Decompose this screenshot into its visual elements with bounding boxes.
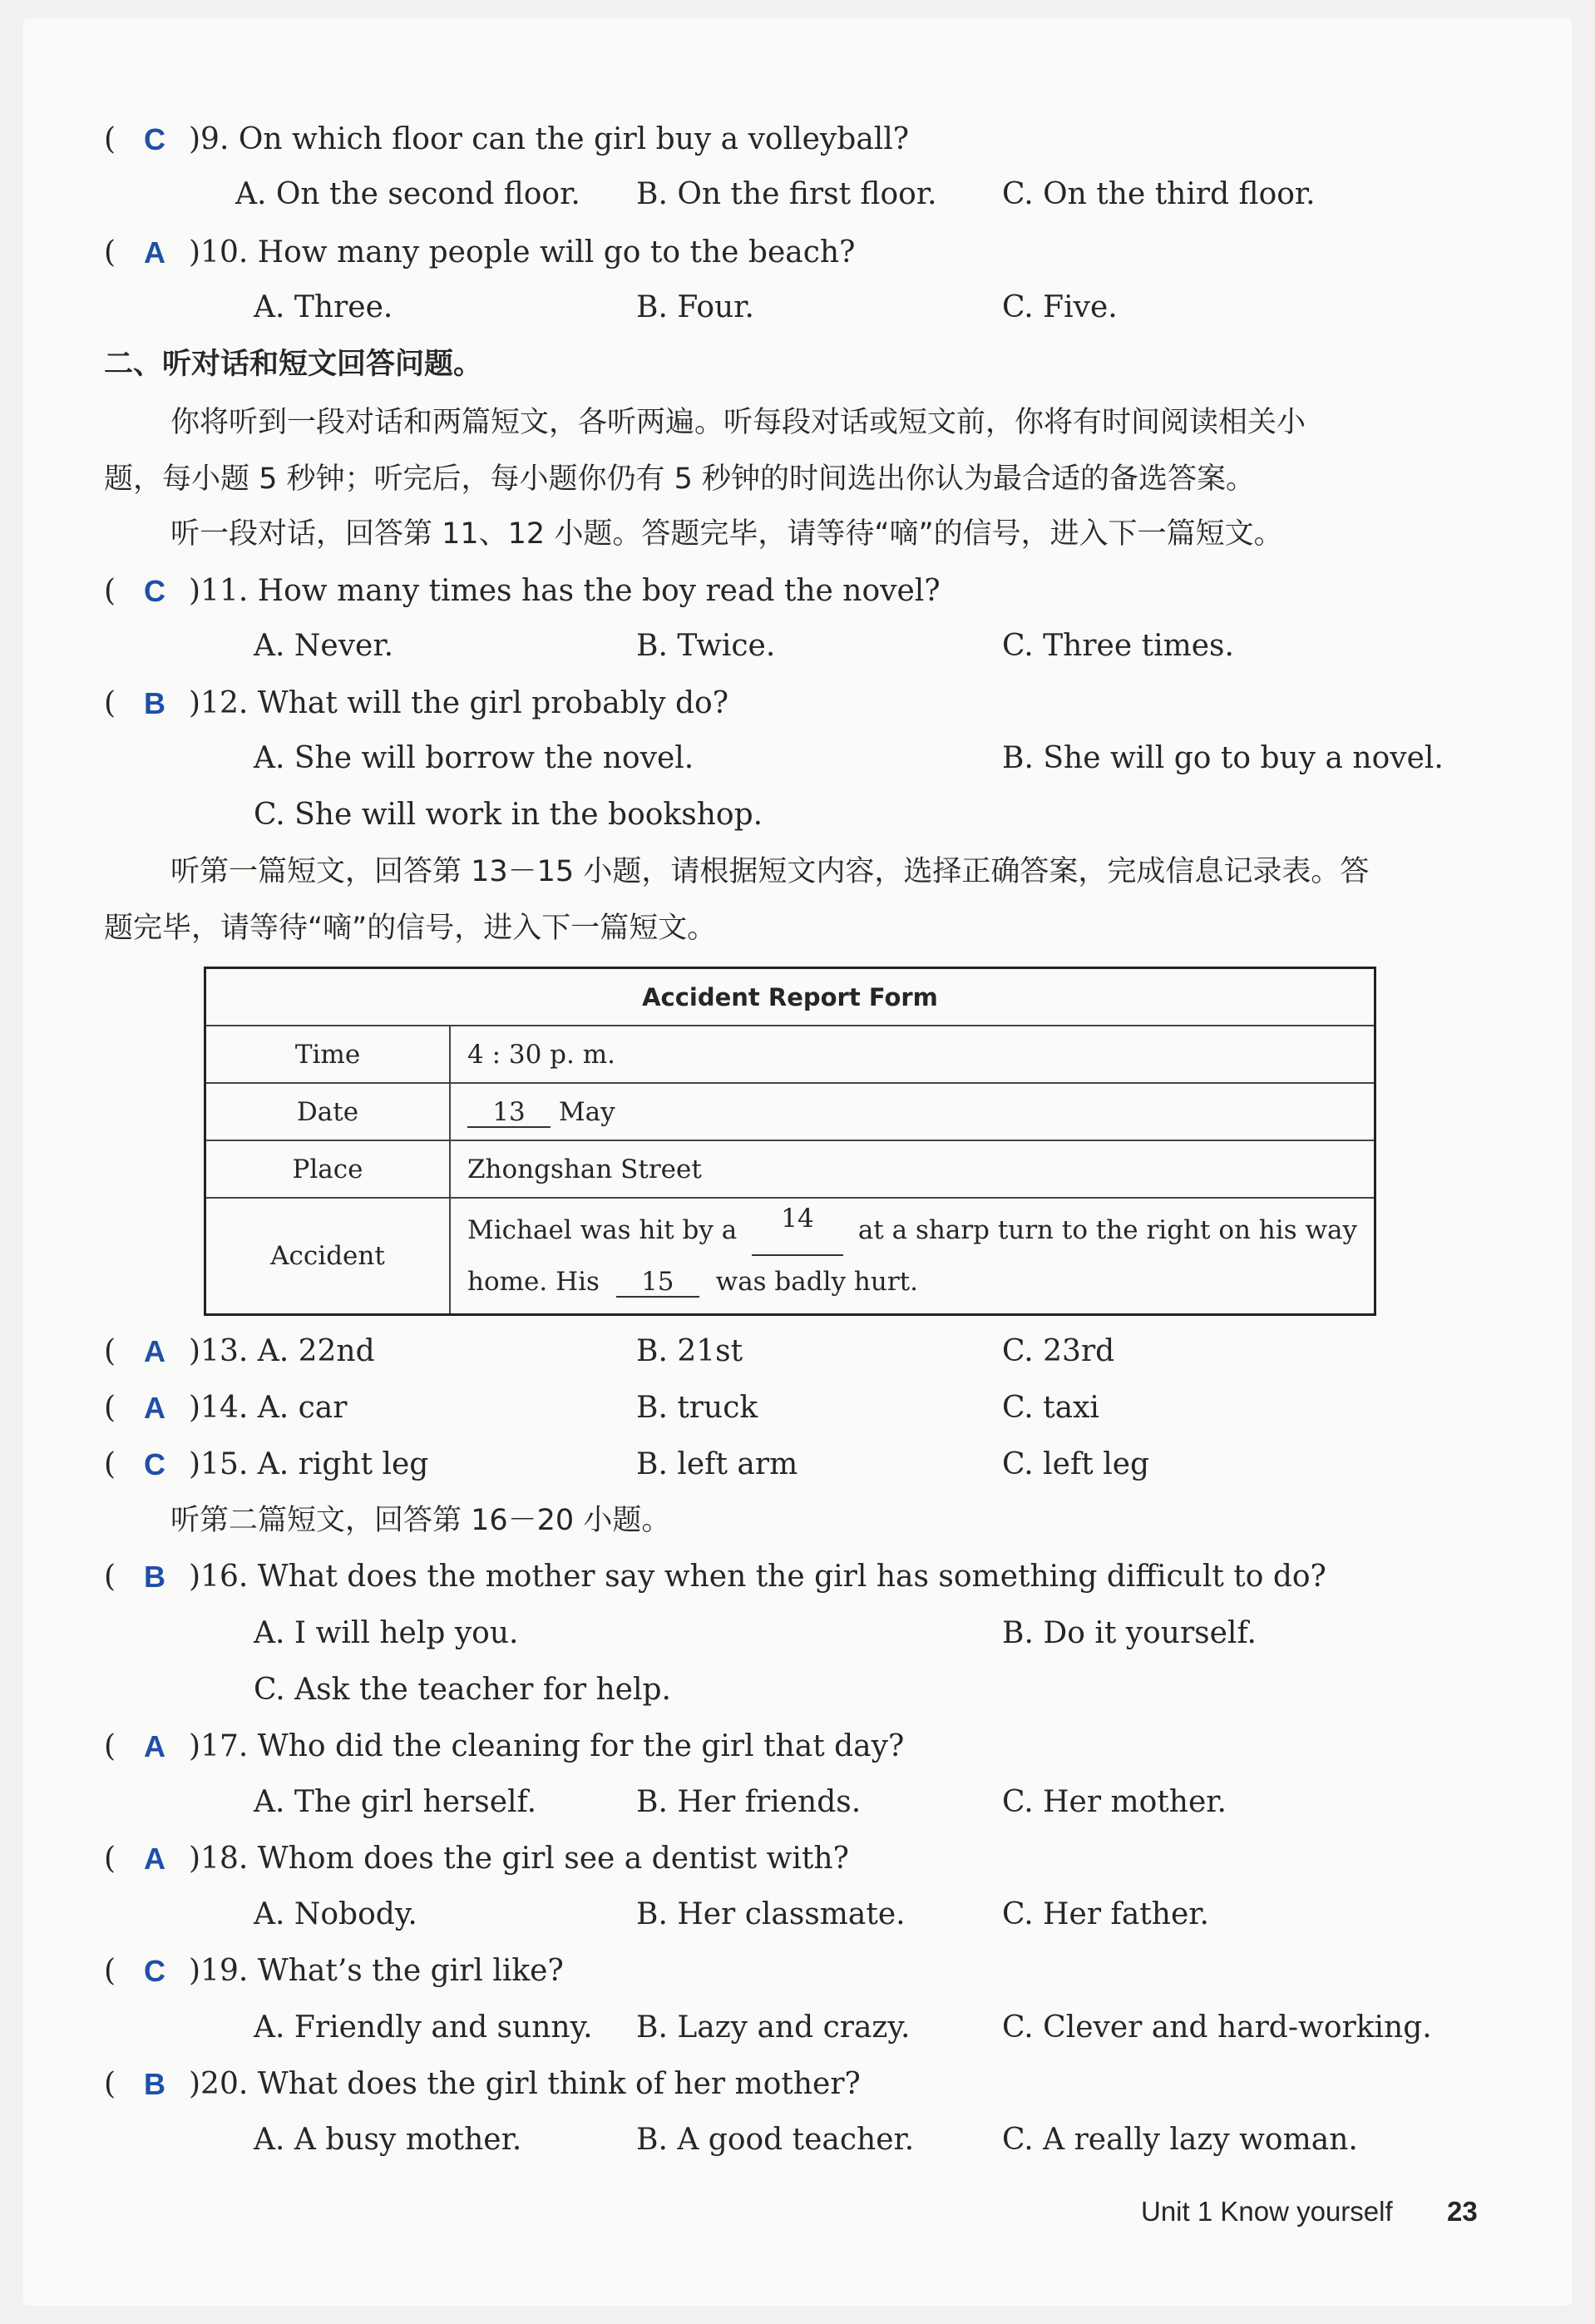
option-a: A. Nobody. bbox=[254, 1897, 417, 1931]
paren: ( bbox=[104, 1334, 116, 1368]
question-text: )17. Who did the cleaning for the girl that day? bbox=[189, 1729, 905, 1763]
accident-text: Michael was hit by a bbox=[467, 1215, 738, 1245]
blank-14: 14 bbox=[752, 1204, 843, 1256]
answer-mark: A bbox=[144, 1842, 165, 1876]
option-a: A. Never. bbox=[254, 629, 394, 663]
option-b: B. Her classmate. bbox=[636, 1897, 906, 1931]
table-row bbox=[205, 1198, 1375, 1315]
answer-mark: A bbox=[144, 1729, 165, 1763]
option-b: B. Twice. bbox=[636, 629, 776, 663]
question-text: )14. A. car bbox=[189, 1391, 348, 1425]
accident-text: was badly hurt. bbox=[715, 1267, 918, 1297]
option-a: A. On the second floor. bbox=[235, 177, 580, 211]
answer-mark: B bbox=[144, 2067, 165, 2101]
blank-13: 13 bbox=[467, 1098, 551, 1128]
option-b: B. She will go to buy a novel. bbox=[1002, 741, 1444, 775]
option-a: A. She will borrow the novel. bbox=[254, 741, 694, 775]
accident-text: home. His bbox=[467, 1267, 600, 1297]
question-text: )20. What does the girl think of her mother? bbox=[189, 2067, 861, 2101]
answer-mark: A bbox=[144, 235, 165, 269]
paren: ( bbox=[104, 1560, 116, 1594]
answer-mark: B bbox=[144, 686, 165, 720]
paren: ( bbox=[104, 2067, 116, 2101]
date-label: Date bbox=[205, 1083, 451, 1140]
option-c: C. taxi bbox=[1002, 1391, 1099, 1425]
footer-unit-title: Unit 1 Know yourself bbox=[1141, 2196, 1393, 2227]
answer-mark: C bbox=[144, 122, 165, 156]
option-c: C. 23rd bbox=[1002, 1334, 1115, 1368]
accident-report-form bbox=[204, 967, 1376, 1316]
option-a: A. Friendly and sunny. bbox=[254, 2010, 593, 2045]
table-row bbox=[205, 1026, 1375, 1083]
option-b: B. Her friends. bbox=[636, 1785, 862, 1819]
option-c: C. On the third floor. bbox=[1002, 177, 1316, 211]
question-text: )13. A. 22nd bbox=[189, 1334, 375, 1368]
answer-mark: C bbox=[144, 1954, 165, 1988]
table-row bbox=[205, 1083, 1375, 1140]
paren: ( bbox=[104, 1842, 116, 1876]
option-c: C. She will work in the bookshop. bbox=[254, 798, 763, 832]
option-a: A. The girl herself. bbox=[254, 1785, 537, 1819]
paren: ( bbox=[104, 1391, 116, 1425]
answer-mark: C bbox=[144, 574, 165, 608]
instruction-text: 你将听到一段对话和两篇短文，各听两遍。听每段对话或短文前，你将有时间阅读相关小 bbox=[170, 406, 1306, 439]
option-b: B. Four. bbox=[636, 290, 754, 324]
question-text: )16. What does the mother say when the girl has something difficult to do? bbox=[189, 1560, 1326, 1594]
instruction-text: 听第二篇短文，回答第 16－20 小题。 bbox=[170, 1504, 671, 1537]
answer-mark: A bbox=[144, 1334, 165, 1368]
option-c: C. Three times. bbox=[1002, 629, 1234, 663]
question-text: )19. What’s the girl like? bbox=[189, 1954, 564, 1988]
instruction-text: 题完毕，请等待“嘀”的信号，进入下一篇短文。 bbox=[104, 912, 717, 945]
question-text: )12. What will the girl probably do? bbox=[189, 686, 729, 720]
question-text: )11. How many times has the boy read the novel? bbox=[189, 574, 941, 608]
place-label: Place bbox=[205, 1140, 451, 1198]
option-a: A. A busy mother. bbox=[254, 2123, 522, 2157]
paren: ( bbox=[104, 1954, 116, 1988]
table-row bbox=[205, 1140, 1375, 1198]
answer-mark: A bbox=[144, 1391, 165, 1425]
option-c: C. Five. bbox=[1002, 290, 1118, 324]
option-b: B. Do it yourself. bbox=[1002, 1616, 1257, 1650]
accident-label: Accident bbox=[205, 1198, 451, 1315]
instruction-text: 听第一篇短文，回答第 13－15 小题，请根据短文内容，选择正确答案，完成信息记录表。答 bbox=[170, 855, 1370, 888]
option-b: B. On the first floor. bbox=[636, 177, 937, 211]
question-text: )9. On which floor can the girl buy a volleyball? bbox=[189, 122, 910, 156]
paren: ( bbox=[104, 686, 116, 720]
instruction-text: 听一段对话，回答第 11、12 小题。答题完毕，请等待“嘀”的信号，进入下一篇短文。 bbox=[170, 517, 1283, 551]
question-text: )18. Whom does the girl see a dentist with? bbox=[189, 1842, 849, 1876]
option-b: B. left arm bbox=[636, 1447, 798, 1481]
blank-15: 15 bbox=[616, 1268, 699, 1298]
option-c: C. Clever and hard-working. bbox=[1002, 2010, 1432, 2045]
answer-mark: C bbox=[144, 1447, 165, 1481]
option-c: C. Her father. bbox=[1002, 1897, 1209, 1931]
paren: ( bbox=[104, 235, 116, 269]
instruction-text: 题，每小题 5 秒钟；听完后，每小题你仍有 5 秒钟的时间选出你认为最合适的备选答案。 bbox=[104, 462, 1256, 496]
option-a: A. I will help you. bbox=[254, 1616, 519, 1650]
time-value: 4 : 30 p. m. bbox=[450, 1026, 1375, 1083]
question-text: )10. How many people will go to the beach? bbox=[189, 235, 856, 269]
form-title: Accident Report Form bbox=[205, 968, 1375, 1026]
option-c: C. A really lazy woman. bbox=[1002, 2123, 1358, 2157]
time-label: Time bbox=[205, 1026, 451, 1083]
option-b: B. truck bbox=[636, 1391, 758, 1425]
date-value bbox=[450, 1083, 1375, 1140]
option-c: C. Her mother. bbox=[1002, 1785, 1227, 1819]
paren: ( bbox=[104, 574, 116, 608]
option-b: B. A good teacher. bbox=[636, 2123, 915, 2157]
option-a: A. Three. bbox=[254, 290, 393, 324]
option-c: C. left leg bbox=[1002, 1447, 1150, 1481]
paren: ( bbox=[104, 122, 116, 156]
question-text: )15. A. right leg bbox=[189, 1447, 429, 1481]
paren: ( bbox=[104, 1729, 116, 1763]
option-c: C. Ask the teacher for help. bbox=[254, 1673, 671, 1707]
accident-value bbox=[450, 1198, 1375, 1315]
accident-text: at a sharp turn to the right on his way bbox=[857, 1215, 1357, 1245]
section-heading: 二、听对话和短文回答问题。 bbox=[104, 348, 483, 381]
answer-mark: B bbox=[144, 1560, 165, 1594]
date-month: May bbox=[558, 1096, 615, 1127]
paren: ( bbox=[104, 1447, 116, 1481]
page-number: 23 bbox=[1447, 2196, 1478, 2227]
option-b: B. Lazy and crazy. bbox=[636, 2010, 911, 2045]
option-b: B. 21st bbox=[636, 1334, 743, 1368]
place-value: Zhongshan Street bbox=[450, 1140, 1375, 1198]
